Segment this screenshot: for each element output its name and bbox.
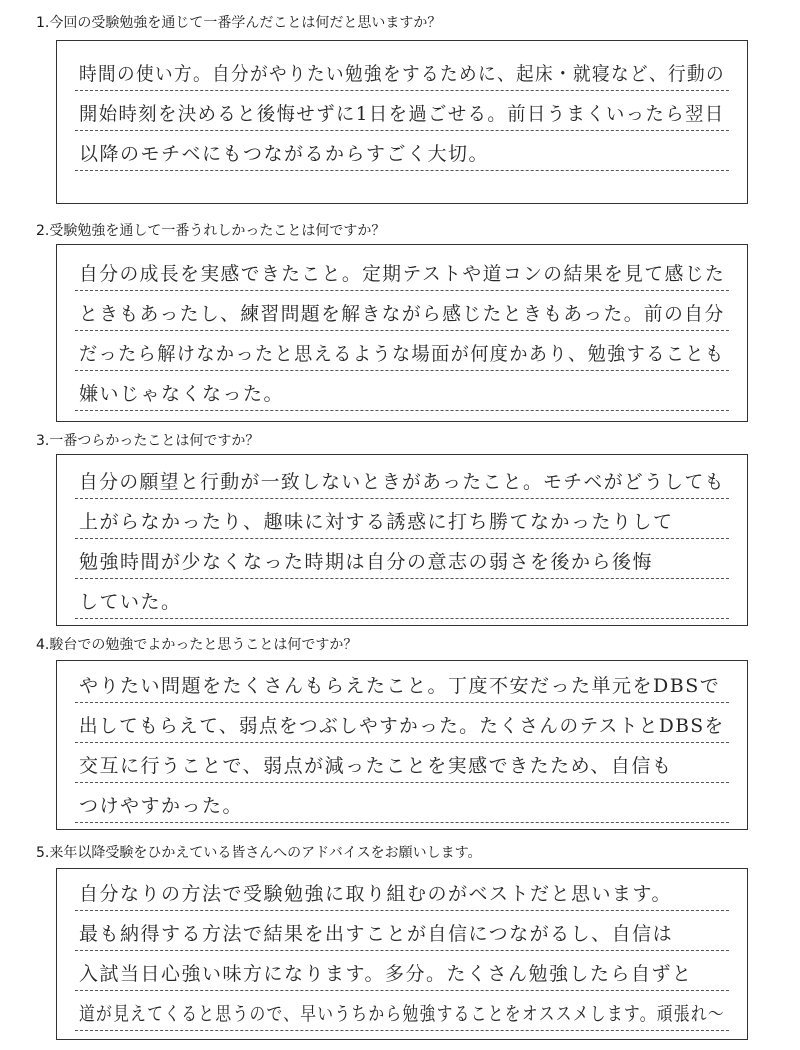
answer-text: 上がらなかったり、趣味に対する誘惑に打ち勝てなかったりして bbox=[79, 511, 674, 533]
answer-text: だったら解けなかったと思えるような場面が何度かあり、勉強することも bbox=[79, 343, 725, 365]
answer-box-3 bbox=[56, 454, 748, 626]
answer-text: 自分の願望と行動が一致しないときがあったこと。モチベがどうしても bbox=[79, 471, 725, 493]
answer-text: やりたい問題をたくさんもらえたこと。丁度不安だった単元をDBSで bbox=[79, 675, 721, 697]
answer-line bbox=[75, 743, 729, 783]
answer-line bbox=[75, 951, 729, 991]
answer-line bbox=[75, 499, 729, 539]
answer-line bbox=[75, 291, 729, 331]
answer-text: 最も納得する方法で結果を出すことが自信につながるし、自信は bbox=[79, 923, 674, 945]
answer-text: つけやすかった。 bbox=[79, 795, 244, 817]
answer-text: 交互に行うことで、弱点が減ったことを実感できたため、自信も bbox=[79, 755, 673, 777]
question-3: 3.一番つらかったことは何ですか？ bbox=[36, 433, 260, 449]
answer-line bbox=[75, 459, 729, 499]
answer-text: していた。 bbox=[79, 591, 182, 613]
answer-text: 道が見えてくると思うので、早いうちから勉強することをオススメします。頑張れ～ bbox=[79, 1003, 725, 1025]
answer-text: 自分なりの方法で受験勉強に取り組むのがベストだと思います。 bbox=[79, 883, 672, 905]
answer-line bbox=[75, 703, 729, 743]
answer-line bbox=[75, 331, 729, 371]
answer-text: ときもあったし、練習問題を解きながら感じたときもあった。前の自分 bbox=[79, 303, 725, 325]
question-1: 1.今回の受験勉強を通じて一番学んだことは何だと思いますか？ bbox=[36, 15, 442, 31]
answer-text: 嫌いじゃなくなった。 bbox=[79, 383, 285, 405]
answer-text: 開始時刻を決めると後悔せずに1日を過ごせる。前日うまくいったら翌日 bbox=[79, 103, 725, 125]
answer-line bbox=[75, 51, 729, 91]
answer-line bbox=[75, 871, 729, 911]
answer-line bbox=[75, 131, 729, 171]
answer-box-4 bbox=[56, 660, 748, 830]
answer-text: 入試当日心強い味方になります。多分。たくさん勉強したら自ずと bbox=[79, 963, 693, 985]
answer-box-1 bbox=[56, 40, 748, 204]
answer-line bbox=[75, 663, 729, 703]
answer-line bbox=[75, 539, 729, 579]
answer-line bbox=[75, 911, 729, 951]
answer-line bbox=[75, 371, 729, 411]
answer-line bbox=[75, 91, 729, 131]
answer-text: 自分の成長を実感できたこと。定期テストや道コンの結果を見て感じた bbox=[79, 263, 726, 285]
question-4: 4.駿台での勉強でよかったと思うことは何ですか？ bbox=[36, 637, 358, 653]
answer-box-2 bbox=[56, 244, 748, 422]
answer-text: 時間の使い方。自分がやりたい勉強をするために、起床・就寝など、行動の bbox=[79, 63, 725, 85]
answer-text: 以降のモチベにもつながるからすごく大切。 bbox=[79, 143, 490, 165]
answer-line bbox=[75, 251, 729, 291]
answer-text: 出してもらえて、弱点をつぶしやすかった。たくさんのテストとDBSを bbox=[79, 715, 725, 737]
answer-line bbox=[75, 579, 729, 619]
answer-line bbox=[75, 991, 729, 1031]
answer-box-5 bbox=[56, 868, 748, 1040]
answer-text: 勉強時間が少なくなった時期は自分の意志の弱さを後から後悔 bbox=[79, 551, 654, 573]
answer-line bbox=[75, 783, 729, 823]
question-2: 2.受験勉強を通して一番うれしかったことは何ですか？ bbox=[36, 223, 386, 239]
question-5: 5.来年以降受験をひかえている皆さんへのアドバイスをお願いします。 bbox=[36, 845, 482, 861]
